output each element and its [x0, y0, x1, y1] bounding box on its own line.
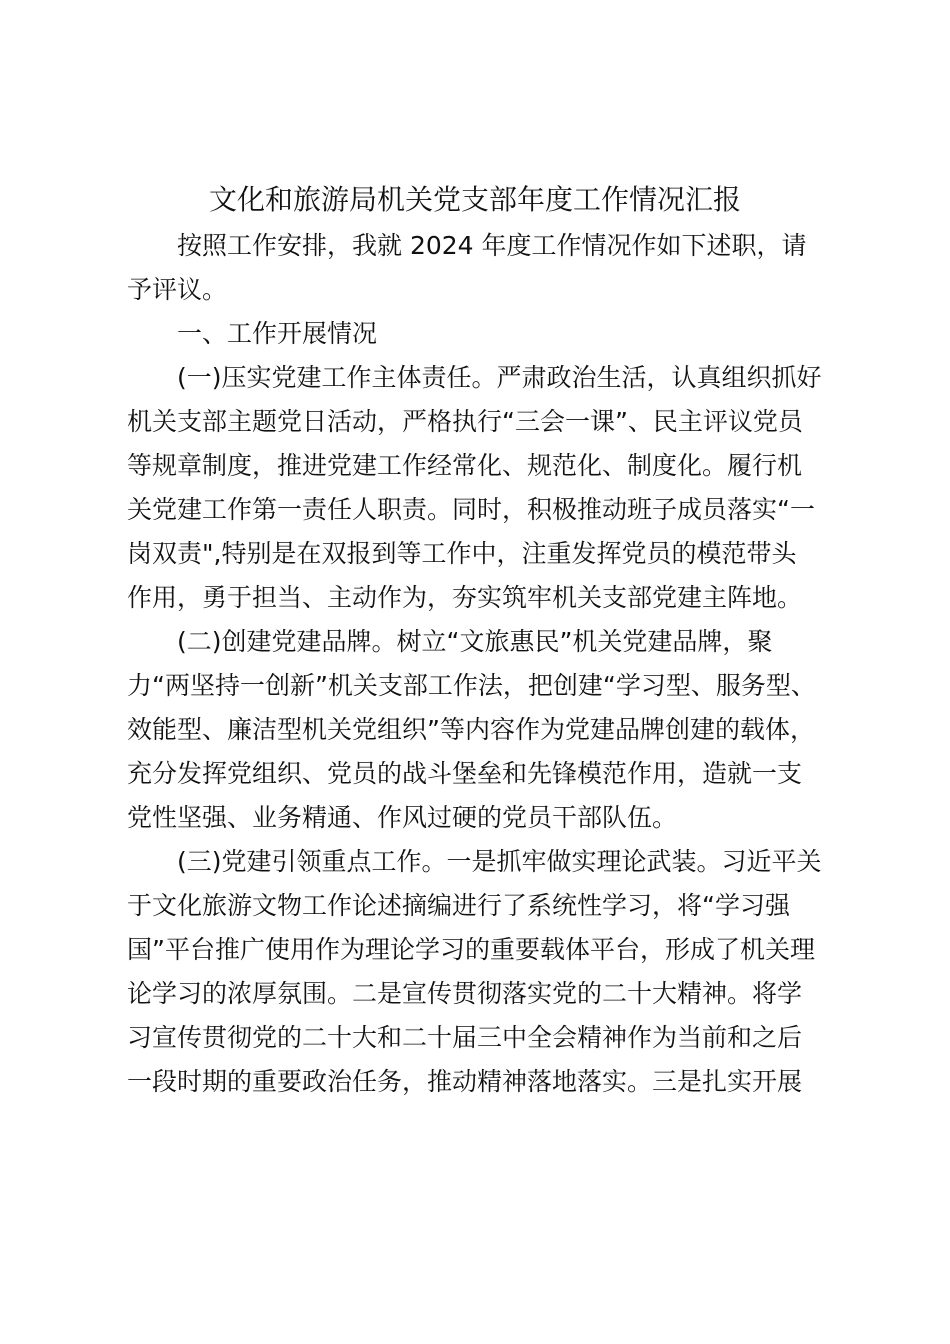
- paragraph-line: 岗双责",特别是在双报到等工作中，注重发挥党员的模范带头: [127, 539, 797, 568]
- paragraph-line: 予评议。: [127, 275, 228, 304]
- paragraph-line: (三)党建引领重点工作。一是抓牢做实理论武装。习近平关: [177, 847, 822, 876]
- paragraph-line: (一)压实党建工作主体责任。严肃政治生活，认真组织抓好: [177, 363, 822, 392]
- paragraph-line: 于文化旅游文物工作论述摘编进行了系统性学习，将“学习强: [127, 891, 790, 920]
- document-title: 文化和旅游局机关党支部年度工作情况汇报: [208, 183, 741, 216]
- paragraph-line: 作用，勇于担当、主动作为，夯实筑牢机关支部党建主阵地。: [127, 583, 803, 612]
- paragraph-line: 习宣传贯彻党的二十大和二十届三中全会精神作为当前和之后: [127, 1023, 803, 1052]
- paragraph-line: 充分发挥党组织、党员的战斗堡垒和先锋模范作用，造就一支: [127, 759, 803, 788]
- paragraph-line: (二)创建党建品牌。树立“文旅惠民”机关党建品牌，聚: [177, 627, 773, 656]
- paragraph-line: 机关支部主题党日活动，严格执行“三会一课”、民主评议党员: [127, 407, 803, 436]
- paragraph-line: 国”平台推广使用作为理论学习的重要载体平台，形成了机关理: [127, 935, 815, 964]
- paragraph-line: 效能型、廉洁型机关党组织”等内容作为党建品牌创建的载体，: [127, 715, 815, 744]
- paragraph-line: 党性坚强、业务精通、作风过硬的党员干部队伍。: [127, 803, 678, 832]
- paragraph-line: 关党建工作第一责任人职责。同时，积极推动班子成员落实“一: [127, 495, 815, 524]
- paragraph-line: 等规章制度，推进党建工作经常化、规范化、制度化。履行机: [127, 451, 803, 480]
- paragraph-line: 力“两坚持一创新”机关支部工作法，把创建“学习型、服务型、: [127, 671, 816, 700]
- paragraph-line: 论学习的浓厚氛围。二是宣传贯彻落实党的二十大精神。将学: [127, 979, 803, 1008]
- paragraph-line: 一段时期的重要政治任务，推动精神落地落实。三是扎实开展: [127, 1067, 803, 1096]
- paragraph-line: 按照工作安排，我就 2024 年度工作情况作如下述职，请: [177, 231, 807, 260]
- document-body: [127, 224, 831, 1104]
- section-heading: 一、工作开展情况: [177, 319, 378, 348]
